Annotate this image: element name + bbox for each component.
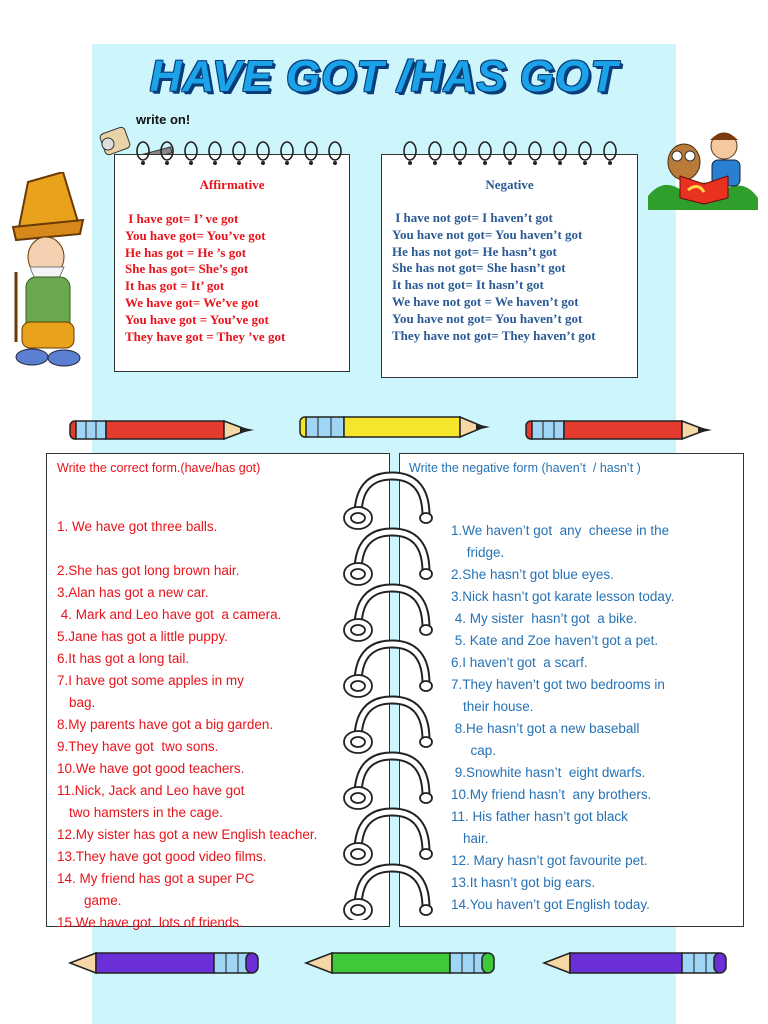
list-item-continuation: fridge. xyxy=(463,545,505,560)
list-item-text: 13.It hasn’t got big ears. xyxy=(451,875,596,890)
list-item xyxy=(57,604,379,626)
list-item xyxy=(451,630,736,652)
list-item-text: 14.You haven’t got English today. xyxy=(451,897,650,912)
list-item xyxy=(57,780,379,824)
list-item xyxy=(451,806,736,850)
list-item xyxy=(57,582,379,604)
wizard-clipart xyxy=(8,172,88,368)
list-item-text: 15.We have got lots of friends. xyxy=(57,915,243,930)
list-item-text: 3.Nick hasn’t got karate lesson today. xyxy=(451,589,675,604)
spiral-rings-icon xyxy=(382,141,637,169)
affirmative-line: It has got = It’ got xyxy=(125,278,225,294)
list-item-text: 9.Snowhite hasn’t eight dwarfs. xyxy=(451,765,646,780)
list-item-text: 5.Jane has got a little puppy. xyxy=(57,629,228,644)
purple-pencil-icon xyxy=(540,950,730,976)
list-item-text: 13.They have got good video films. xyxy=(57,849,267,864)
list-item xyxy=(57,560,379,582)
list-item xyxy=(451,894,736,916)
list-item-text: 9.They have got two sons. xyxy=(57,739,219,754)
list-item xyxy=(57,868,379,912)
list-item xyxy=(451,762,736,784)
list-item-text: 4. Mark and Leo have got a camera. xyxy=(57,607,282,622)
list-item xyxy=(451,586,736,608)
list-item-continuation: two hamsters in the cage. xyxy=(69,805,223,820)
affirmative-line: You have got= You’ve got xyxy=(125,227,266,243)
list-item xyxy=(451,784,736,806)
list-item xyxy=(57,846,379,868)
list-item xyxy=(451,652,736,674)
negative-heading: Negative xyxy=(485,177,534,192)
negative-line: We have not got = We haven’t got xyxy=(392,293,579,309)
list-item-continuation: game. xyxy=(69,893,122,908)
list-item xyxy=(451,674,736,718)
exercise-affirmative-list xyxy=(57,516,379,934)
affirmative-line: They have got = They ’ve got xyxy=(125,328,286,344)
negative-line: She has not got= She hasn’t got xyxy=(392,260,566,276)
affirmative-notepad xyxy=(114,154,350,372)
boy-owl-reading-clipart xyxy=(644,126,762,210)
list-item-text: 12.My sister has got a new English teacher. xyxy=(57,827,318,842)
list-item-text: 10.We have got good teachers. xyxy=(57,761,245,776)
list-item xyxy=(451,520,736,564)
list-item-text: 11. His father hasn’t got black xyxy=(451,809,628,824)
list-item-continuation: hair. xyxy=(463,831,489,846)
negative-line: They have not got= They haven’t got xyxy=(392,327,596,343)
list-item-continuation: bag. xyxy=(69,695,96,710)
list-item-text: 8.My parents have got a big garden. xyxy=(57,717,274,732)
list-item-text: 7.They haven’t got two bedrooms in xyxy=(451,677,665,692)
list-item xyxy=(451,872,736,894)
list-item-text: 3.Alan has got a new car. xyxy=(57,585,209,600)
affirmative-list xyxy=(125,211,349,345)
red-pencil-icon xyxy=(524,418,716,442)
negative-line: He has not got= He hasn’t got xyxy=(392,243,557,259)
list-item xyxy=(57,516,379,538)
list-item-continuation: their house. xyxy=(463,699,534,714)
exercise-negative-heading: Write the negative form (haven’t / hasn’t ) xyxy=(409,461,641,475)
list-item-text: 14. My friend has got a super PC xyxy=(57,871,255,886)
list-item xyxy=(57,758,379,780)
list-item xyxy=(57,626,379,648)
list-item-text: 4. My sister hasn’t got a bike. xyxy=(451,611,638,626)
list-item-text: 6.It has got a long tail. xyxy=(57,651,190,666)
exercise-affirmative-heading: Write the correct form.(have/has got) xyxy=(57,461,261,475)
purple-pencil-icon xyxy=(66,950,262,976)
list-item-text: 2.She hasn’t got blue eyes. xyxy=(451,567,614,582)
affirmative-heading: Affirmative xyxy=(199,177,265,192)
page-title: HAVE GOT /HAS GOT xyxy=(149,52,619,101)
negative-line: You have not got= You haven’t got xyxy=(392,226,583,242)
red-pencil-icon xyxy=(68,418,258,442)
negative-list xyxy=(392,210,637,344)
spiral-rings-icon xyxy=(115,141,349,169)
list-item xyxy=(57,670,379,714)
list-item xyxy=(57,824,379,846)
affirmative-line: We have got= We’ve got xyxy=(125,294,259,310)
list-item-text: 2.She has got long brown hair. xyxy=(57,563,240,578)
list-item xyxy=(451,850,736,872)
green-pencil-icon xyxy=(302,950,498,976)
list-item-text: 6.I haven’t got a scarf. xyxy=(451,655,588,670)
negative-notepad xyxy=(381,154,638,378)
yellow-pencil-icon xyxy=(298,414,494,440)
list-item xyxy=(451,564,736,586)
list-item xyxy=(451,608,736,630)
list-item xyxy=(57,736,379,758)
affirmative-line: I have got= I’ ve got xyxy=(125,211,239,226)
negative-line: It has not got= It hasn’t got xyxy=(392,277,544,293)
list-item-spacer xyxy=(57,538,379,560)
list-item-text: 12. Mary hasn’t got favourite pet. xyxy=(451,853,648,868)
exercise-negative-page xyxy=(399,453,744,927)
exercise-negative-list xyxy=(451,520,736,916)
affirmative-line: You have got = You’ve got xyxy=(125,311,269,327)
list-item-text: 11.Nick, Jack and Leo have got xyxy=(57,783,245,798)
write-on-text: write on! xyxy=(136,112,190,127)
list-item-text: 1.We haven’t got any cheese in the xyxy=(451,523,670,538)
list-item-text: 7.I have got some apples in my xyxy=(57,673,244,688)
list-item xyxy=(57,714,379,736)
list-item-continuation: cap. xyxy=(463,743,497,758)
list-item-text: 1. We have got three balls. xyxy=(57,519,218,534)
notebook-spiral-binding xyxy=(338,470,436,920)
list-item-text: 10.My friend hasn’t any brothers. xyxy=(451,787,652,802)
negative-line: You have not got= You haven’t got xyxy=(392,310,583,326)
list-item xyxy=(57,648,379,670)
affirmative-line: He has got = He ’s got xyxy=(125,244,247,260)
list-item-text: 8.He hasn’t got a new baseball xyxy=(451,721,640,736)
list-item xyxy=(451,718,736,762)
negative-line: I have not got= I haven’t got xyxy=(392,210,553,225)
list-item xyxy=(57,912,379,934)
list-item-text: 5. Kate and Zoe haven’t got a pet. xyxy=(451,633,659,648)
affirmative-line: She has got= She’s got xyxy=(125,261,249,277)
